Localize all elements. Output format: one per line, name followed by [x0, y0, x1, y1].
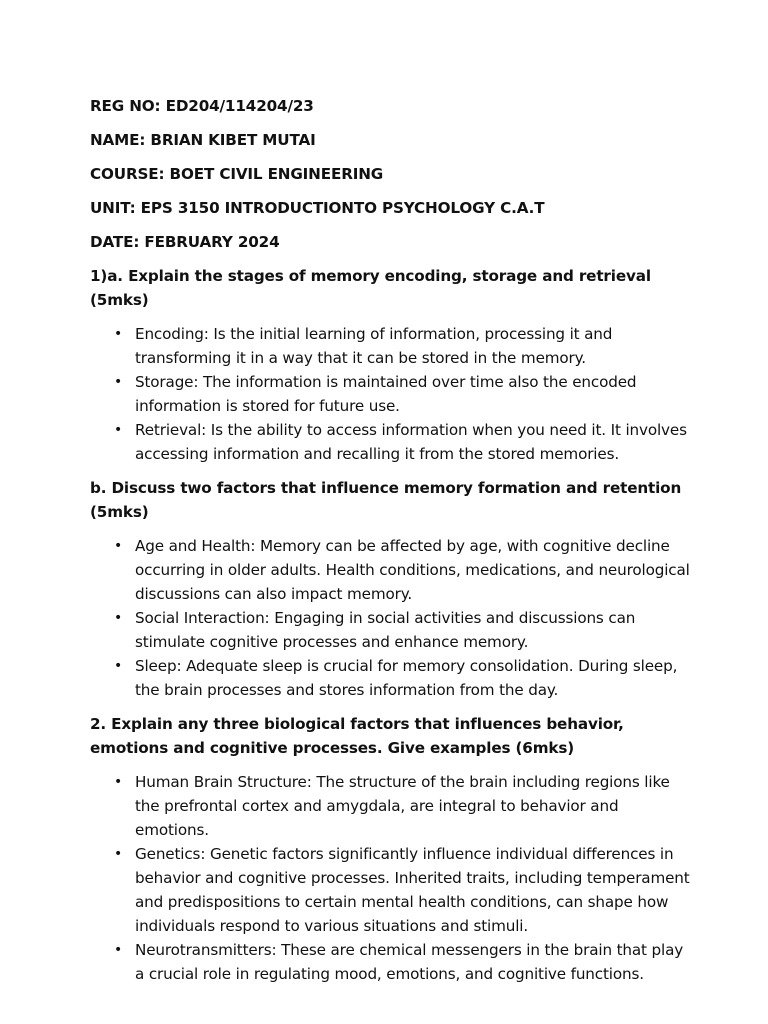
- bullet-icon: •: [114, 374, 123, 390]
- answer-list-2: [90, 770, 690, 986]
- list-item-text: Genetics: Genetic factors significantly influence individual differences in behavior and cognitive processes. Inherited traits, including temperament and predispositions to certain mental health conditions, can shape how individuals respond to various situations and stimuli.: [135, 845, 690, 935]
- question-2: 2. Explain any three biological factors that influences behavior, emotions and cognitive processes. Give examples (6mks): [90, 715, 624, 757]
- list-item-text: Neurotransmitters: These are chemical messengers in the brain that play a crucial role in regulating mood, emotions, and cognitive functions.: [135, 941, 684, 983]
- document-body: [90, 94, 690, 996]
- date-line: DATE: FEBRUARY 2024: [90, 233, 280, 251]
- list-item: [90, 770, 690, 842]
- list-item: [90, 534, 690, 606]
- bullet-icon: •: [114, 942, 123, 958]
- list-item: [90, 842, 690, 938]
- bullet-icon: •: [114, 610, 123, 626]
- list-item-text: Age and Health: Memory can be affected by age, with cognitive decline occurring in older adults. Health conditions, medications, and neurological discussions can also impact memory.: [135, 537, 690, 603]
- bullet-icon: •: [114, 538, 123, 554]
- list-item: [90, 654, 690, 702]
- bullet-icon: •: [114, 774, 123, 790]
- bullet-icon: •: [114, 846, 123, 862]
- list-item: [90, 606, 690, 654]
- reg-no-line: REG NO: ED204/114204/23: [90, 97, 314, 115]
- bullet-icon: •: [114, 422, 123, 438]
- question-1a: 1)a. Explain the stages of memory encoding, storage and retrieval (5mks): [90, 267, 651, 309]
- list-item: [90, 370, 690, 418]
- list-item: [90, 322, 690, 370]
- answer-list-1a: [90, 322, 690, 466]
- list-item-text: Retrieval: Is the ability to access information when you need it. It involves accessing information and recalling it from the stored memories.: [135, 421, 687, 463]
- list-item-text: Social Interaction: Engaging in social activities and discussions can stimulate cognitive processes and enhance memory.: [135, 609, 636, 651]
- bullet-icon: •: [114, 326, 123, 342]
- list-item-text: Storage: The information is maintained over time also the encoded information is stored for future use.: [135, 373, 637, 415]
- list-item-text: Encoding: Is the initial learning of information, processing it and transforming it in a way that it can be stored in the memory.: [135, 325, 613, 367]
- course-line: COURSE: BOET CIVIL ENGINEERING: [90, 165, 384, 183]
- answer-list-1b: [90, 534, 690, 702]
- list-item-text: Human Brain Structure: The structure of the brain including regions like the prefrontal cortex and amygdala, are integral to behavior and emotions.: [135, 773, 670, 839]
- student-name-line: NAME: BRIAN KIBET MUTAI: [90, 131, 316, 149]
- bullet-icon: •: [114, 658, 123, 674]
- list-item: [90, 938, 690, 986]
- list-item-text: Sleep: Adequate sleep is crucial for memory consolidation. During sleep, the brain processes and stores information from the day.: [135, 657, 678, 699]
- question-1b: b. Discuss two factors that influence memory formation and retention (5mks): [90, 479, 682, 521]
- list-item: [90, 418, 690, 466]
- unit-line: UNIT: EPS 3150 INTRODUCTIONTO PSYCHOLOGY C.A.T: [90, 199, 545, 217]
